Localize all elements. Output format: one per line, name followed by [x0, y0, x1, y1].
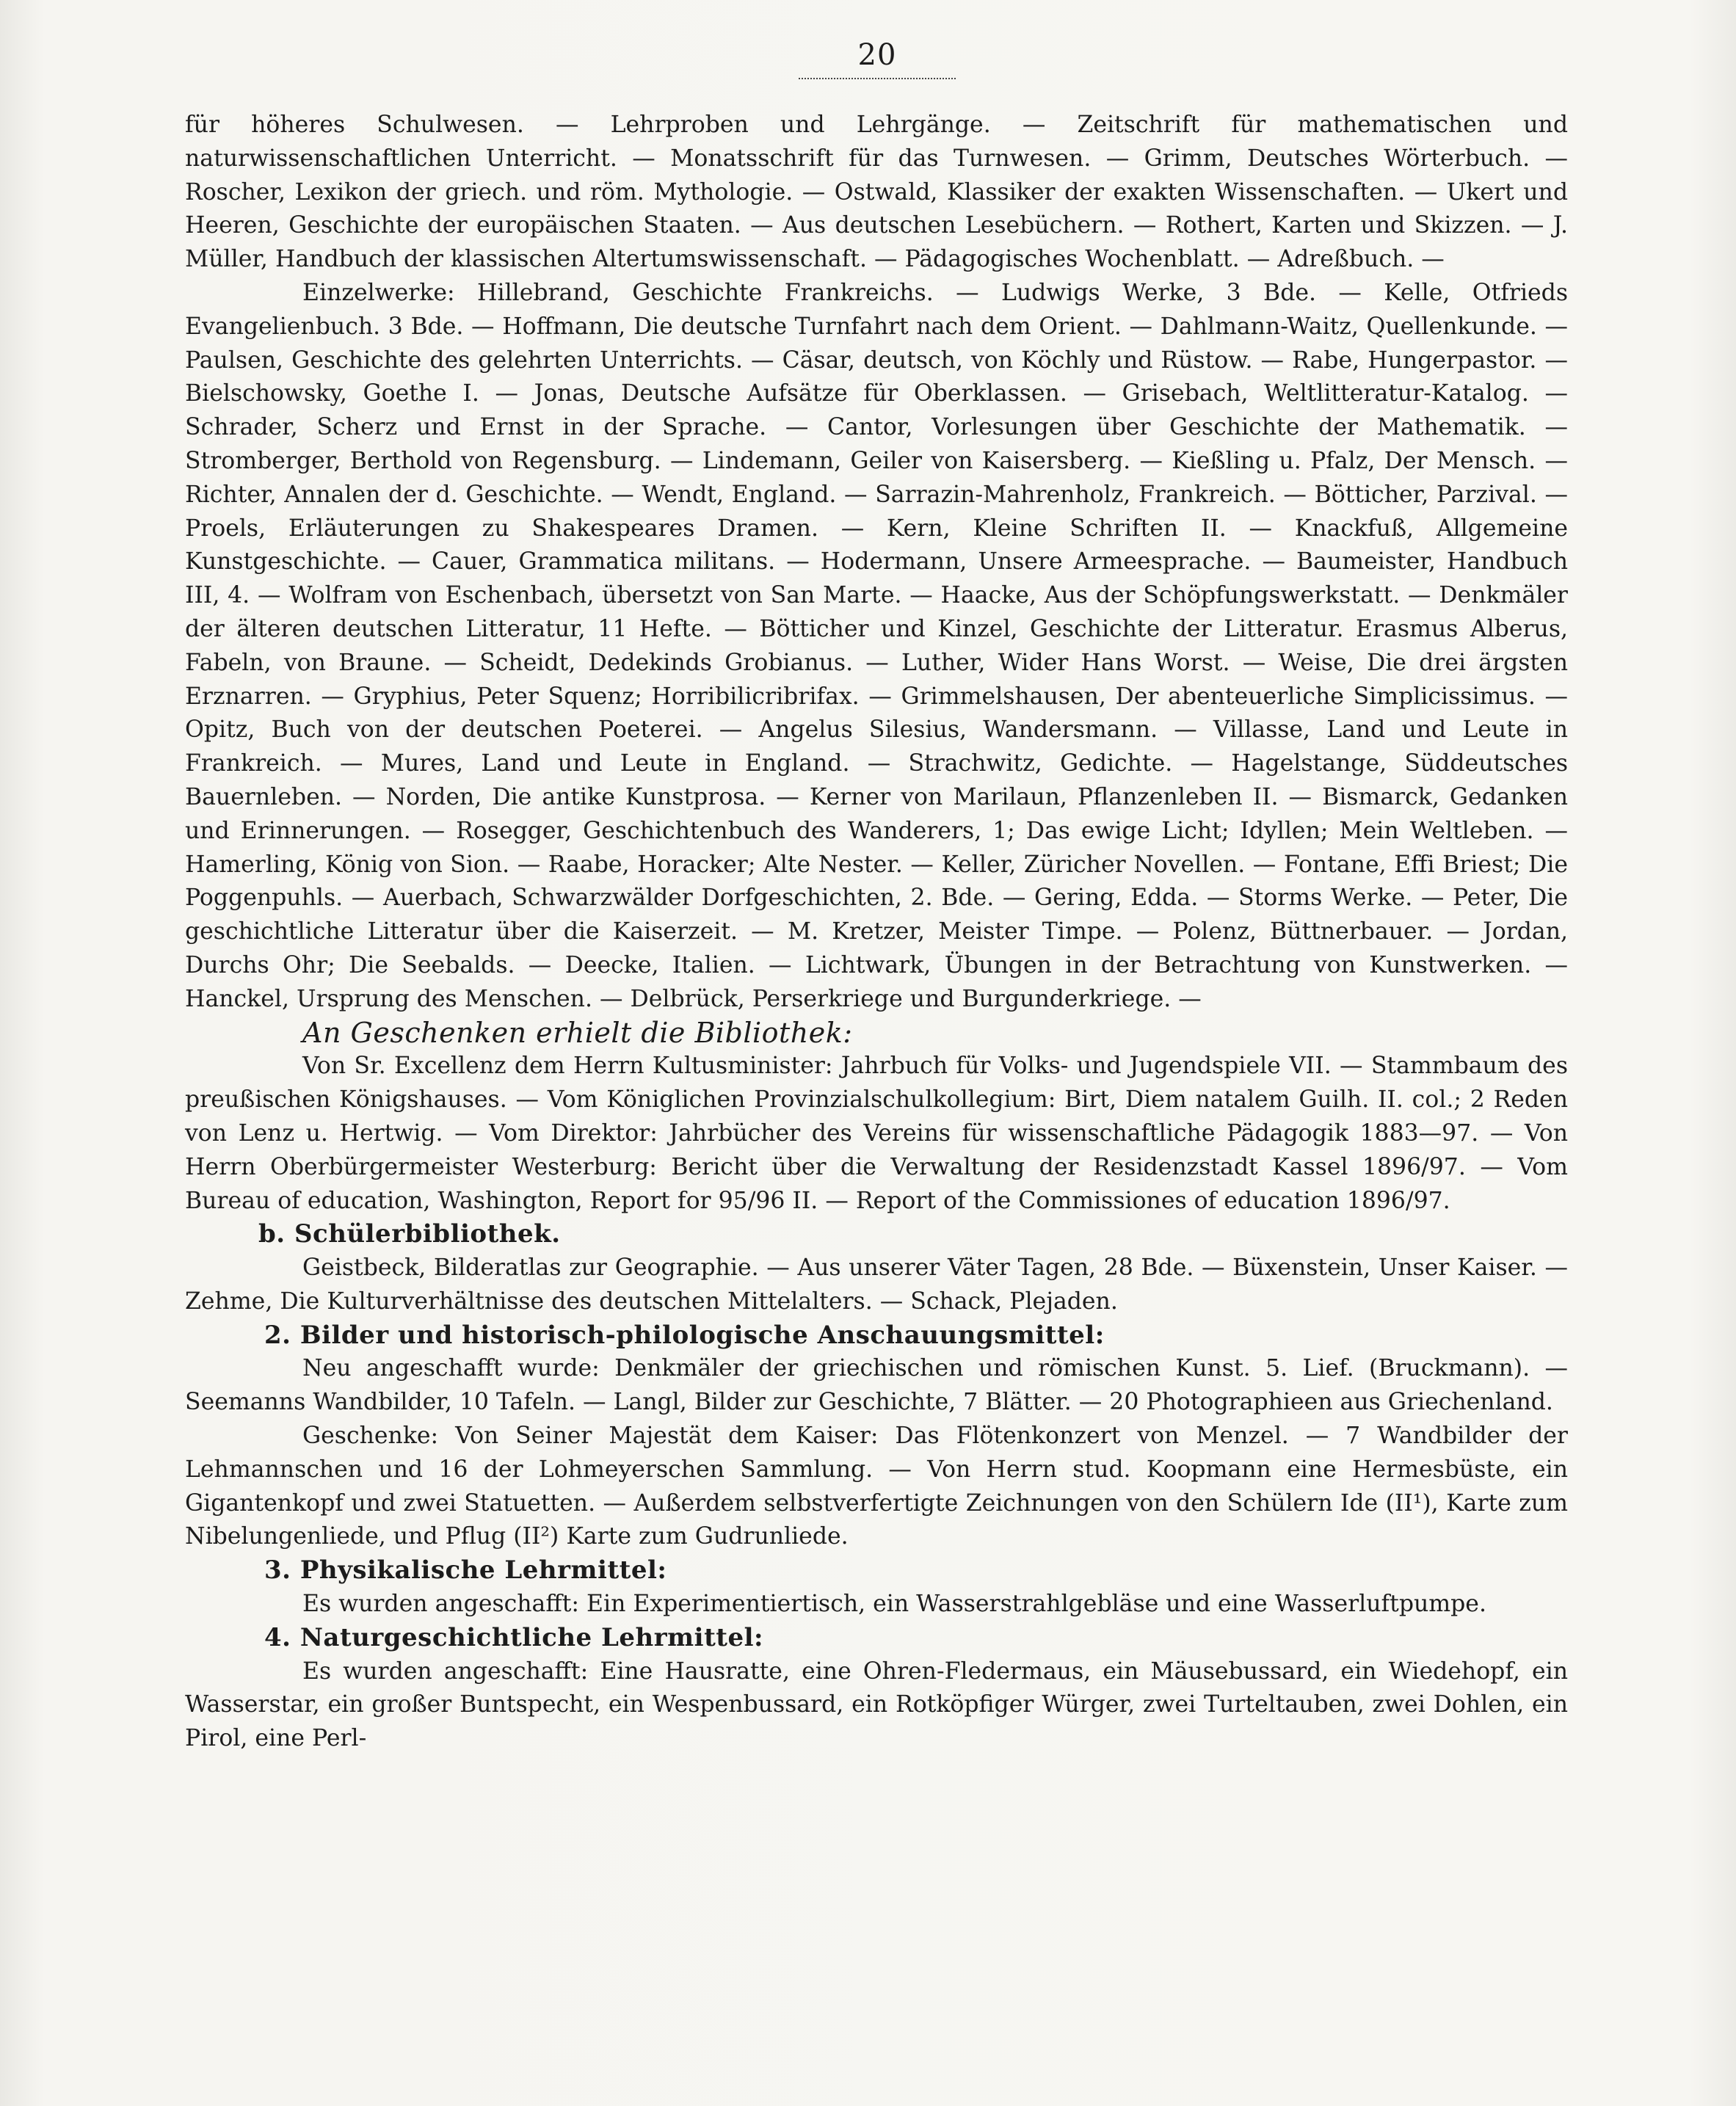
paragraph-geschenke-list: Von Sr. Excellenz dem Herrn Kultusminister: Jahrbuch für Volks- und Jugendspiele VII. — Stammbaum des preußischen Königshauses. — Vom Königlichen Provinzialschulkollegium: Birt, Diem natalem Guilh. II. col.; 2 Reden von Lenz u. Hertwig. — Vom Direktor: Jahrbücher des Vereins für wissenschaftliche Pädagogik 1883—97. — Von Herrn Oberbürgermeister Westerburg: Bericht über die Verwaltung der Residenzstadt Kassel 1896/97. — Vom Bureau of education, Washington, Report for 95/96 II. — Report of the Commissiones of education 1896/97. — [185, 1053, 1568, 1214]
heading-bilder: 2. Bilder und historisch-philologische Anschauungsmittel: — [264, 1320, 1105, 1350]
paragraph-einzelwerke: Einzelwerke: Hillebrand, Geschichte Frankreichs. — Ludwigs Werke, 3 Bde. — Kelle, Otfrieds Evangelienbuch. 3 Bde. — Hoffmann, Die deutsche Turnfahrt nach dem Orient. — Dahlmann-Waitz, Quellenkunde. — Paulsen, Geschichte des gelehrten Unterrichts. — Cäsar, deutsch, von Köchly und Rüstow. — Rabe, Hungerpastor. — Bielschowsky, Goethe I. — Jonas, Deutsche Aufsätze für Oberklassen. — Grisebach, Weltlitteratur-Katalog. — Schrader, Scherz und Ernst in der Sprache. — Cantor, Vorlesungen über Geschichte der Mathematik. — Stromberger, Berthold von Regensburg. — Lindemann, Geiler von Kaisersberg. — Kießling u. Pfalz, Der Mensch. — Richter, Annalen der d. Geschichte. — Wendt, England. — Sarrazin-Mahrenholz, Frankreich. — Bötticher, Parzival. — Proels, Erläuterungen zu Shakespeares Dramen. — Kern, Kleine Schriften II. — Knackfuß, Allgemeine Kunstgeschichte. — Cauer, Grammatica militans. — Hodermann, Unsere Armeesprache. — Baumeister, Handbuch III, 4. — Wolfram von Eschenbach, übersetzt von San Marte. — Haacke, Aus der Schöpfungswerkstatt. — Denkmäler der älteren deutschen Litteratur, 11 Hefte. — Bötticher und Kinzel, Geschichte der Litteratur. Erasmus Alberus, Fabeln, von Braune. — Scheidt, Dedekinds Grobianus. — Luther, Wider Hans Worst. — Weise, Die drei ärgsten Erznarren. — Gryphius, Peter Squenz; Horribilicribrifax. — Grimmelshausen, Der abenteuerliche Simplicissimus. — Opitz, Buch von der deutschen Poeterei. — Angelus Silesius, Wandersmann. — Villasse, Land und Leute in Frankreich. — Mures, Land und Leute in England. — Strachwitz, Gedichte. — Hagelstange, Süddeutsches Bauernleben. — Norden, Die antike Kunstprosa. — Kerner von Marilaun, Pflanzenleben II. — Bismarck, Gedanken und Erinnerungen. — Rosegger, Geschichtenbuch des Wanderers, 1; Das ewige Licht; Idyllen; Mein Weltleben. — Hamerling, König von Sion. — Raabe, Horacker; Alte Nester. — Keller, Züricher Novellen. — Fontane, Effi Briest; Die Poggenpuhls. — Auerbach, Schwarzwälder Dorfgeschichten, 2. Bde. — Gering, Edda. — Storms Werke. — Peter, Die geschichtliche Litteratur über die Kaiserzeit. — M. Kretzer, Meister Timpe. — Polenz, Büttnerbauer. — Jordan, Durchs Ohr; Die Seebalds. — Deecke, Italien. — Lichtwark, Übungen in der Betrachtung von Kunstwerken. — Hanckel, Ursprung des Menschen. — Delbrück, Perserkriege und Burgunderkriege. — — [185, 279, 1568, 1012]
body-text — [185, 109, 1568, 1756]
page-number: 20 — [857, 38, 897, 72]
paragraph-schuelerbibliothek: Geistbeck, Bilderatlas zur Geographie. — Aus unserer Väter Tagen, 28 Bde. — Büxenstein, Unser Kaiser. — Zehme, Die Kulturverhältnisse des deutschen Mittelalters. — Schack, Plejaden. — [185, 1254, 1568, 1315]
paragraph-physikalische: Es wurden angeschafft: Ein Experimentiertisch, ein Wasserstrahlgebläse und eine Wasserluftpumpe. — [302, 1591, 1486, 1618]
heading-physikalische-lehrmittel: 3. Physikalische Lehrmittel: — [264, 1555, 667, 1586]
heading-naturgeschichtliche-lehrmittel: 4. Naturgeschichtliche Lehrmittel: — [264, 1622, 764, 1652]
paragraph-periodicals: für höheres Schulwesen. — Lehrproben und Lehrgänge. — Zeitschrift für mathematischen und naturwissenschaftlichen Unterricht. — Monatsschrift für das Turnwesen. — Grimm, Deutsches Wörterbuch. — Roscher, Lexikon der griech. und röm. Mythologie. — Ostwald, Klassiker der exakten Wissenschaften. — Ukert und Heeren, Geschichte der europäischen Staaten. — Aus deutschen Lesebüchern. — Rothert, Karten und Skizzen. — J. Müller, Handbuch der klassischen Altertumswissenschaft. — Pädagogisches Wochenblatt. — Adreßbuch. — — [185, 112, 1568, 273]
paragraph-bilder-angeschafft: Neu angeschafft wurde: Denkmäler der griechischen und römischen Kunst. 5. Lief. (Bruckmann). — Seemanns Wandbilder, 10 Tafeln. — Langl, Bilder zur Geschichte, 7 Blätter. — 20 Photographieen aus Griechenland. — [185, 1355, 1568, 1416]
page-number-ornament — [799, 73, 956, 79]
paragraph-naturgeschichtliche: Es wurden angeschafft: Eine Hausratte, eine Ohren-Fledermaus, ein Mäusebussard, ein Wiedehopf, ein Wasserstar, ein großer Buntspecht, ein Wespenbussard, ein Rotköpfiger Würger, zwei Turteltauben, zwei Dohlen, ein Pirol, eine Perl- — [185, 1657, 1568, 1752]
heading-schuelerbibliothek: b. Schülerbibliothek. — [258, 1219, 561, 1249]
heading-geschenke-bibliothek: An Geschenken erhielt die Bibliothek: — [302, 1016, 853, 1049]
paragraph-bilder-geschenke: Geschenke: Von Seiner Majestät dem Kaiser: Das Flötenkonzert von Menzel. — 7 Wandbilder der Lehmannschen und 16 der Lohmeyerschen Sammlung. — Von Herrn stud. Koopmann eine Hermesbüste, ein Gigantenkopf und zwei Statuetten. — Außerdem selbstverfertigte Zeichnungen von den Schülern Ide (II¹), Karte zum Nibelungenliede, und Pflug (II²) Karte zum Gudrunliede. — [185, 1423, 1568, 1550]
